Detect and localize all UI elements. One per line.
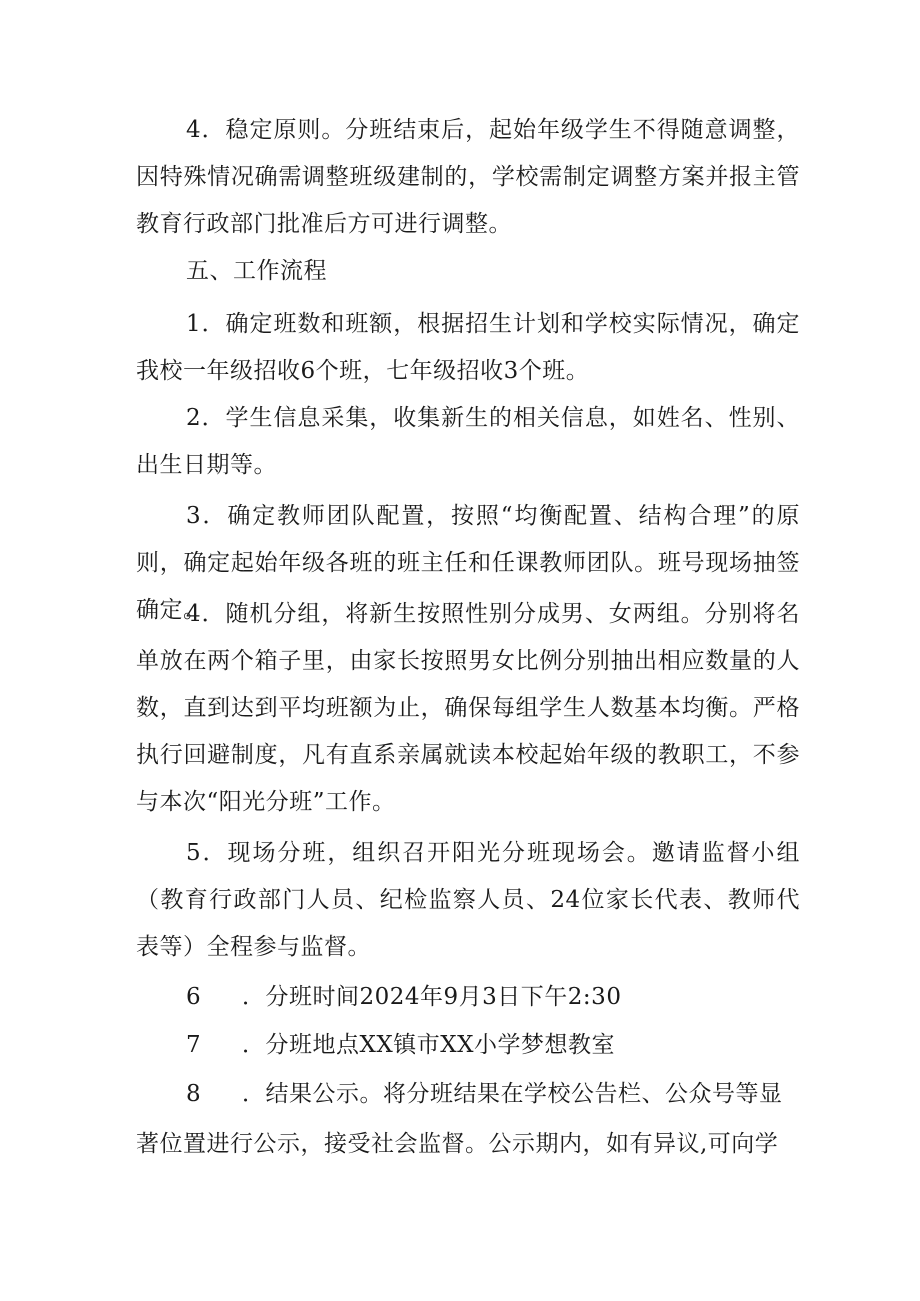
paragraph-stability-principle: 4．稳定原则。分班结束后，起始年级学生不得随意调整，因特殊情况确需调整班级建制的，学校需制定调整方案并报主管教育行政部门批准后方可进行调整。 — [136, 117, 800, 237]
section-heading-workflow: 五、工作流程 — [186, 258, 327, 284]
item-number: 7 — [186, 1032, 202, 1058]
paragraph-random-grouping: 4．随机分组，将新生按照性别分成男、女两组。分别将名单放在两个箱子里，由家长按照男女比例分别抽出相应数量的人数，直到达到平均班额为止，确保每组学生人数基本均衡。严格执行回避制度，凡有直系亲属就读本校起始年级的教职工，不参与本次“阳光分班”工作。 — [136, 601, 800, 815]
item-result-publicity-continued: 著位置进行公示，接受社会监督。公示期内，如有异议,可向学 — [136, 1131, 779, 1157]
item-text: ．结果公示。将分班结果在学校公告栏、公众号等显 — [242, 1081, 783, 1107]
item-division-time — [186, 974, 621, 1021]
item-text: ．分班地点XX镇市XX小学梦想教室 — [242, 1032, 615, 1058]
item-division-location — [186, 1022, 615, 1069]
item-number: 6 — [186, 984, 202, 1010]
paragraph-onsite-division: 5．现场分班，组织召开阳光分班现场会。邀请监督小组（教育行政部门人员、纪检监察人员、24位家长代表、教师代表等）全程参与监督。 — [136, 840, 800, 960]
item-number: 8 — [186, 1081, 202, 1107]
paragraph-info-collection: 2．学生信息采集，收集新生的相关信息，如姓名、性别、出生日期等。 — [136, 405, 800, 478]
item-text: ．分班时间2024年9月3日下午2:30 — [242, 984, 622, 1010]
paragraph-teacher-team: 3．确定教师团队配置，按照“均衡配置、结构合理”的原则，确定起始年级各班的班主任和任课教师团队。班号现场抽签确定。 — [136, 503, 800, 623]
paragraph-class-count: 1．确定班数和班额，根据招生计划和学校实际情况，确定我校一年级招收6个班，七年级招收3个班。 — [136, 311, 800, 384]
item-result-publicity — [186, 1071, 783, 1118]
